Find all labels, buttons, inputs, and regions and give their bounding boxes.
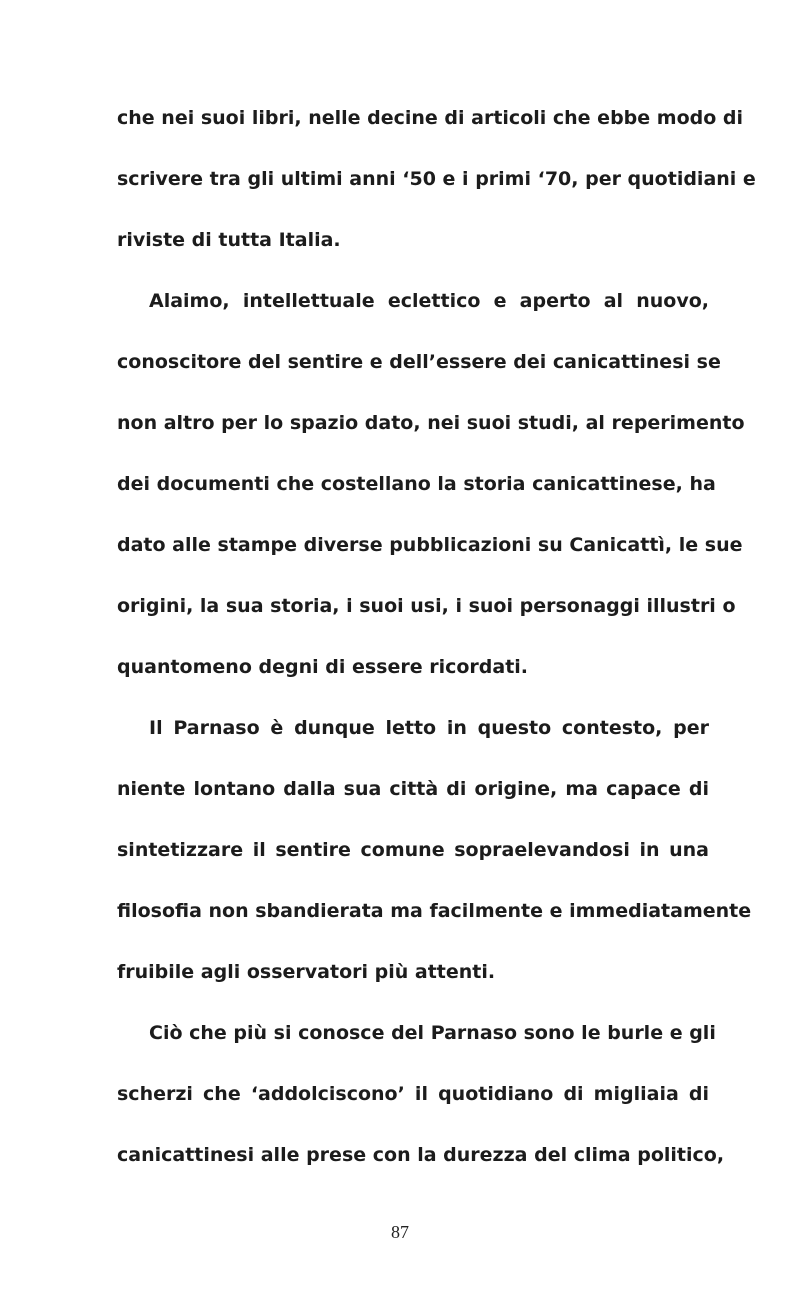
text-line: niente lontano dalla sua città di origine, ma capace di (117, 778, 709, 800)
page-number: 87 (391, 1222, 409, 1242)
text-line: Alaimo, intellettuale eclettico e aperto al nuovo, (149, 290, 709, 312)
text-line: conoscitore del sentire e dell’essere dei canicattinesi se (117, 351, 721, 373)
text-line: Il Parnaso è dunque letto in questo contesto, per (149, 717, 709, 739)
text-line: Ciò che più si conosce del Parnaso sono le burle e gli (149, 1022, 716, 1044)
text-line: non altro per lo spazio dato, nei suoi studi, al reperimento (117, 412, 745, 434)
text-line: sintetizzare il sentire comune sopraelevandosi in una (117, 839, 709, 861)
text-line: fruibile agli osservatori più attenti. (117, 961, 496, 983)
text-line: origini, la sua storia, i suoi usi, i suoi personaggi illustri o (117, 595, 736, 617)
text-line: riviste di tutta Italia. (117, 229, 341, 251)
text-line: dei documenti che costellano la storia canicattinese, ha (117, 473, 716, 495)
text-line: scrivere tra gli ultimi anni ‘50 e i primi ‘70, per quotidiani e (117, 168, 756, 190)
text-line: che nei suoi libri, nelle decine di articoli che ebbe modo di (117, 107, 743, 129)
text-line: dato alle stampe diverse pubblicazioni su Canicattì, le sue (117, 534, 743, 556)
text-line: quantomeno degni di essere ricordati. (117, 656, 529, 678)
text-line: canicattinesi alle prese con la durezza del clima politico, (117, 1144, 725, 1166)
text-line: scherzi che ‘addolciscono’ il quotidiano di migliaia di (117, 1083, 709, 1105)
text-line: filosofia non sbandierata ma facilmente e immediatamente (117, 900, 752, 922)
